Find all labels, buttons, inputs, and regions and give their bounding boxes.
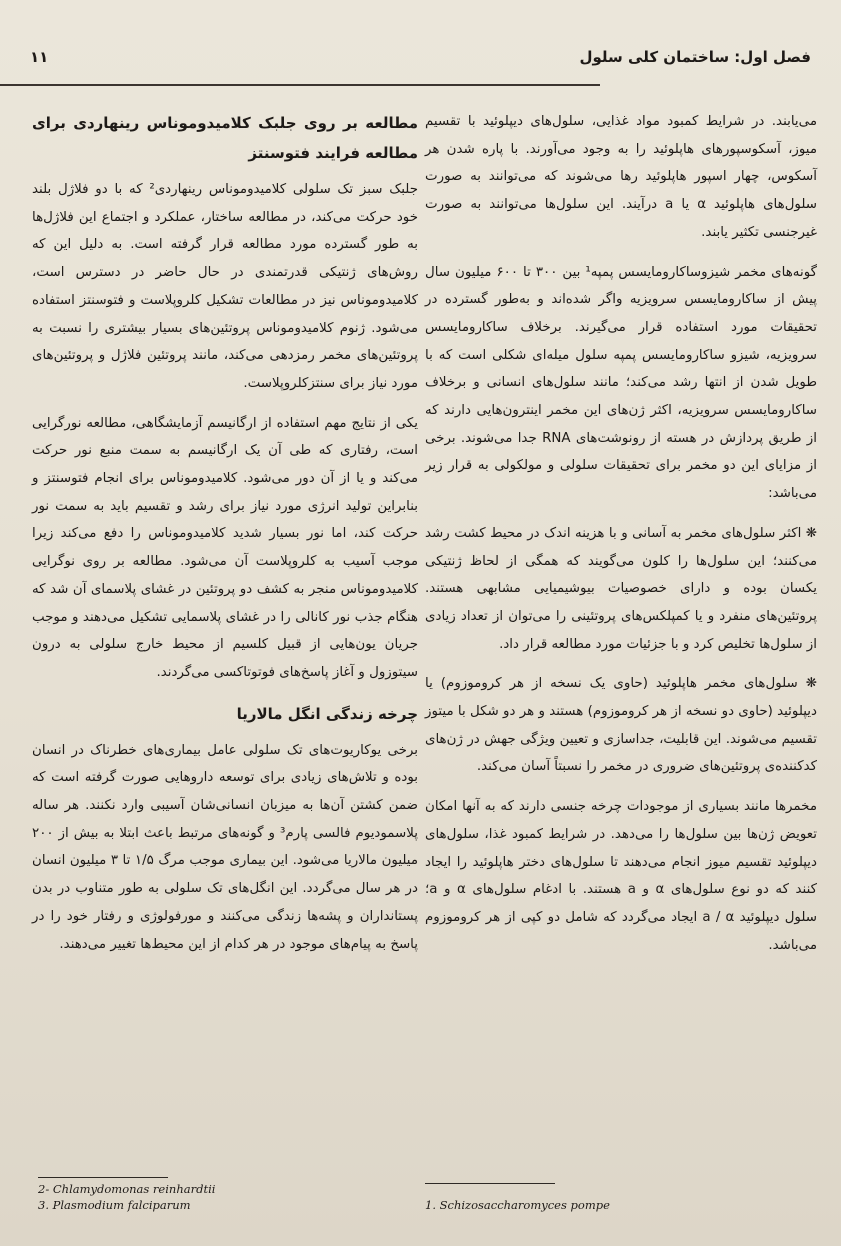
footnote-rule <box>425 1183 555 1184</box>
section-heading: مطالعه بر روی جلبک کلامیدوموناس رینهاردی برای مطالعه فرایند فتوسنتز <box>32 114 418 162</box>
footnote: 1. Schizosaccharomyces pompe <box>425 1198 610 1212</box>
page-header <box>30 42 811 82</box>
chapter-title: فصل اول: ساختمان کلی سلول <box>579 48 811 66</box>
paragraph: برخی یوکاریوت‌های تک سلولی عامل بیماری‌های خطرناک در انسان بوده و تلاش‌های زیادی برای توسعه داروهایی صورت گرفته است که ضمن کشتن آن‌ها به میزبان انسانی‌شان آسیبی وارد نکنند. هر ساله پلاسمودیوم فالسی پارم³ و گونه‌های مرتبط باعث ابتلا به بیش از ۲۰۰ میلیون مالاریا می‌شود. این بیماری موجب مرگ ۱/۵ تا ۳ میلیون انسان در هر سال می‌گردد. این انگل‌های تک سلولی به طور متناوب در بدن پستانداران و پشه‌ها زندگی می‌کنند و مورفولوژی و رفتار خود را در پاسخ به پیام‌های موجود در هر کدام از این محیط‌ها تغییر می‌دهند. <box>32 742 419 952</box>
left-column <box>32 108 418 970</box>
section-heading: چرخه زندگی انگل مالاریا <box>236 704 418 723</box>
paragraph: یکی از نتایج مهم استفاده از ارگانیسم آزمایشگاهی، مطالعه نورگرایی است، رفتاری که طی آن یک ارگانیسم به سمت منبع نور حرکت می‌کند و یا از آن دور می‌شود. کلامیدوموناس برای انجام فتوسنتز و بنابراین تولید انرژی مورد نیاز برای رشد و تقسیم باید به سمت نور حرکت کند، اما نور بسیار شدید کلامیدوموناس را دفع می‌کند زیرا موجب آسیب به کلروپلاست آن می‌شود. مطالعه بر روی نوگرایی کلامیدوموناس منجر به کشف دو پروتئین در غشای پلاسمای آن شد که هنگام جذب نور کانالی را در غشای پلاسمایی تشکیل می‌دهند و موجب جریان یون‌هایی از قبیل کلسیم از محیط خارج سلولی به درون سیتوزول و آغاز پاسخ‌های فوتوتاکسی می‌گردند. <box>32 415 418 680</box>
footnote: 2- Chlamydomonas reinhardtii <box>38 1182 216 1196</box>
header-rule <box>0 84 600 86</box>
right-column <box>425 108 817 971</box>
bullet-item: ❋ سلول‌های مخمر هاپلوئید (حاوی یک نسخه از هر کروموزوم) یا دیپلوئید (حاوی دو نسخه از هر کروموزوم) هستند و هر دو شکل با میتوز تقسیم می‌شوند. این قابلیت، جداسازی و تعیین ویژگی جهش در ژن‌های کدکننده‌ی پروتئین‌های ضروری در مخمر را نسبتاً آسان می‌کند. <box>425 676 817 775</box>
footnote-rule <box>38 1177 168 1178</box>
paragraph: گونه‌های مخمر شیزوساکارومایسس پمپه¹ بین ۳۰۰ تا ۶۰۰ میلیون سال پیش از ساکارومایسس سرویزیه واگر شده‌اند و به‌طور گسترده در تحقیقات مورد استفاده قرار می‌گیرند. برخلاف ساکارومایسس سرویزیه، شیزو ساکارومایسس پمپه سلول میله‌ای شکلی است که با طویل شدن از انتها رشد می‌کند؛ مانند سلول‌های انسانی و برخلاف ساکارومایسس سرویزیه، اکثر ژن‌های این مخمر اینترون‌هایی دارند که از طریق پردازش در هسته از رونوشت‌های RNA جدا می‌شوند. برخی از مزایای این دو مخمر برای تحقیقات سلولی و مولکولی به قرار زیر می‌باشد: <box>425 264 817 502</box>
bullet-item: ❋ اکثر سلول‌های مخمر به آسانی و با هزینه اندک در محیط کشت رشد می‌کنند؛ این سلول‌ها را کلون می‌گویند که همگی از لحاظ ژنتیکی یکسان بوده و دارای خصوصیات بیوشیمیایی مشابهی هستند. پروتئین‌های منفرد و یا کمپلکس‌های پروتئینی را می‌توان از تعداد زیادی از سلول‌ها تخلیص کرد و با جزئیات مورد مطالعه قرار داد. <box>425 525 817 652</box>
paragraph: می‌یابند. در شرایط کمبود مواد غذایی، سلول‌های دیپلوئید با تقسیم میوز، آسکوسپورهای هاپلوئید را به وجود می‌آورند. با پاره شدن هر آسکوس، چهار اسپور هاپلوئید رها می‌شوند که می‌توانند به صورت سلول‌های هاپلوئید α یا a درآیند. این سلول‌ها می‌توانند به صورت غیرجنسی تکثیر یابند. <box>425 114 817 240</box>
footnote: 3. Plasmodium falciparum <box>38 1198 191 1212</box>
paragraph: مخمرها مانند بسیاری از موجودات چرخه جنسی دارند که به آنها امکان تعویض ژن‌ها بین سلول‌ها را می‌دهد. در شرایط کمبود غذا، سلول‌های دیپلوئید تقسیم میوز انجام می‌دهند تا سلول‌های دختر هاپلوئید را ایجاد کنند که دو نوع سلول‌های α و a هستند. با ادغام سلول‌های α و a؛ سلول دیپلوئید a / α ایجاد می‌گردد که شامل دو کپی از هر کروموزوم می‌باشد. <box>425 799 817 953</box>
page-number: ۱۱ <box>30 48 49 66</box>
bullet-list <box>425 520 817 781</box>
paragraph: جلبک سبز تک سلولی کلامیدوموناس رینهاردی² که با دو فلاژل بلند خود حرکت می‌کند، در مطالعه ساختار، عملکرد و اجتماع این فلاژل‌ها به طور گسترده مورد مطالعه قرار گرفته است. به دلیل این که روش‌های ژنتیکی قدرتمندی در حال حاضر در دسترس است، کلامیدوموناس نیز در مطالعات تشکیل کلروپلاست و فتوسنتز استفاده می‌شود. ژنوم کلامیدوموناس پروتئین‌های بسیار بیشتری را نسبت به پروتئین‌های مخمر رمزدهی می‌کند، مانند پروتئین فلاژل و پروتئین‌های مورد نیاز برای سنتزکلروپلاست. <box>32 182 419 391</box>
